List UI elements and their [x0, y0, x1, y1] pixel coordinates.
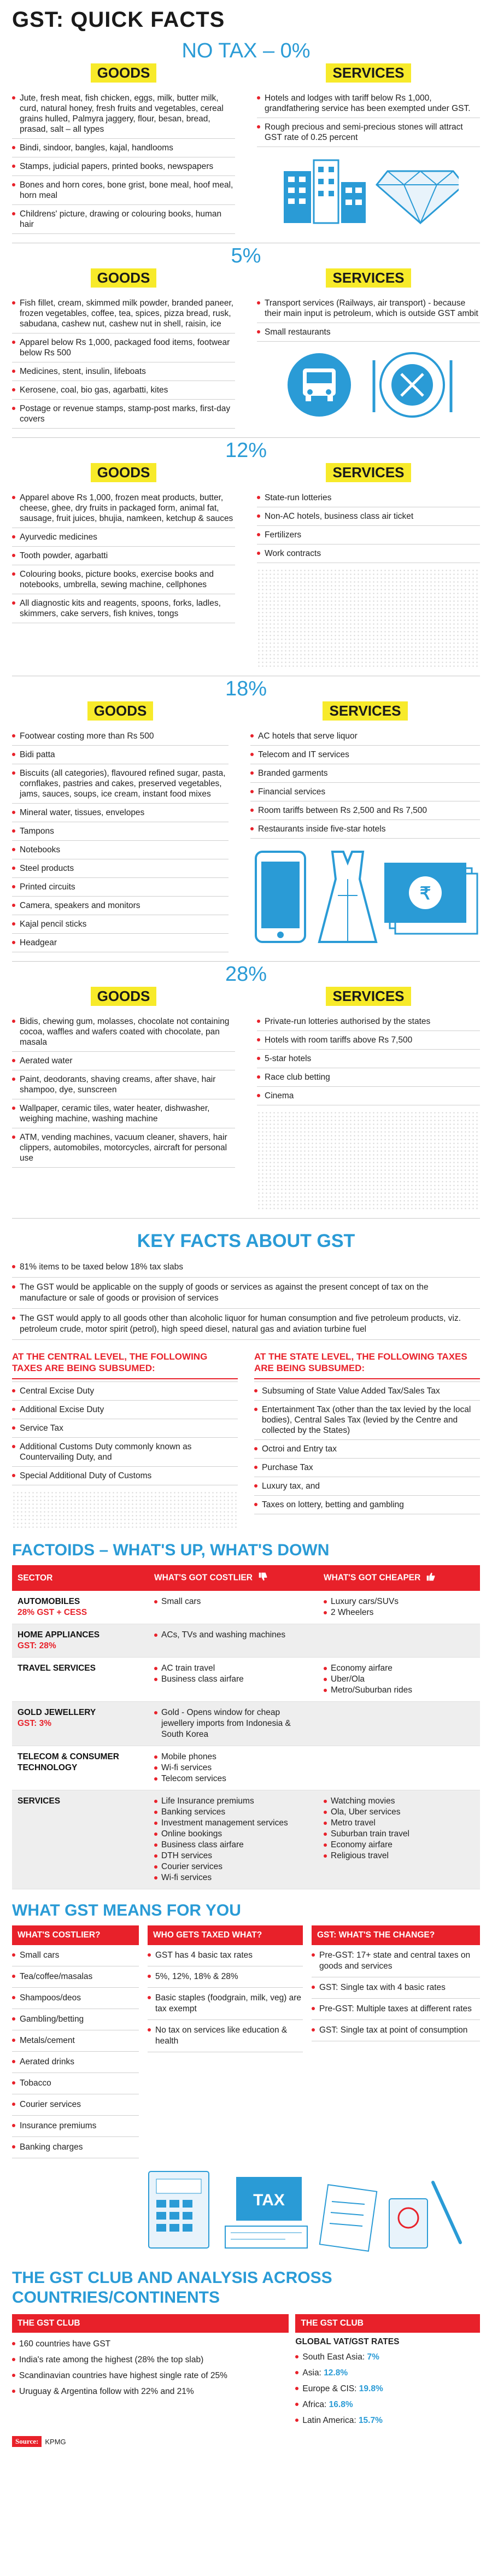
costlier-list-item: Insurance premiums [12, 2116, 139, 2137]
goods-item: Apparel below Rs 1,000, packaged food items, footwear below Rs 500 [12, 333, 235, 362]
slab-body [12, 987, 480, 1209]
sector-cell [12, 1624, 149, 1658]
goods-heading [12, 268, 235, 288]
table-row [12, 1591, 480, 1624]
rate-value: 15.7% [358, 2416, 383, 2425]
services-item: Transport services (Railways, air transport) - because their main input is petroleum, which is outside GST ambit [257, 294, 480, 323]
costlier-item: Wi-fi services [154, 1763, 313, 1773]
gst-club-title: THE GST CLUB AND ANALYSIS ACROSS COUNTRIES/CONTINENTS [12, 2269, 332, 2306]
rate-region: Asia: [302, 2368, 321, 2378]
rate-value: 16.8% [329, 2400, 353, 2409]
cheaper-cell [318, 1702, 480, 1746]
costlier-cell [149, 1746, 318, 1790]
services-column [257, 987, 480, 1209]
slab-body [12, 701, 480, 952]
key-facts-list [0, 1257, 492, 1340]
costlier-list-item: Shampoos/deos [12, 1988, 139, 2009]
state-level-heading: AT THE STATE LEVEL, THE FOLLOWING TAXES ARE BEING SUBSUMED: [254, 1351, 480, 1379]
goods-item: Notebooks [12, 841, 229, 859]
costlier-item: Telecom services [154, 1773, 313, 1784]
costlier-item: Banking services [154, 1807, 313, 1818]
goods-column [12, 63, 235, 234]
services-item: Telecom and IT services [250, 746, 480, 764]
cheaper-cell [318, 1746, 480, 1790]
sector-cell [12, 1746, 149, 1790]
costlier-item: Gold - Opens window for cheap jewellery imports from Indonesia & South Korea [154, 1707, 313, 1740]
sector-name: TELECOM & CONSUMER TECHNOLOGY [17, 1752, 119, 1772]
global-rates-heading: GLOBAL VAT/GST RATES [295, 2337, 400, 2346]
goods-item: Medicines, stent, insulin, lifeboats [12, 362, 235, 381]
cheaper-item: Uber/Ola [324, 1674, 475, 1685]
services-item: Private-run lotteries authorised by the states [257, 1012, 480, 1031]
buildings-and-diamond-icon [278, 155, 459, 226]
services-item: Hotels with room tariffs above Rs 7,500 [257, 1031, 480, 1050]
change-list-item: Pre-GST: 17+ state and central taxes on goods and services [312, 1945, 480, 1977]
club-item: India's rate among the highest (28% the top slab) [12, 2352, 289, 2368]
costlier-cell [149, 1702, 318, 1746]
goods-item: Fish fillet, cream, skimmed milk powder, branded paneer, frozen vegetables, coffee, tea, spices, pizza bread, rusk, sabudana, cashew nut, cashew nut in shell, raisin, ice [12, 294, 235, 333]
goods-item: Kajal pencil sticks [12, 915, 229, 934]
costlier-column [12, 1925, 143, 2158]
goods-item: Stamps, judicial papers, printed books, newspapers [12, 157, 235, 176]
costlier-list-item: Banking charges [12, 2137, 139, 2158]
source-value: KPMG [45, 2437, 66, 2446]
goods-item: Apparel above Rs 1,000, frozen meat products, butter, cheese, ghee, dry fruits in packaged form, animal fat, sausage, fruit juices, bhujia, namkeen, ketchup & sauces [12, 489, 235, 528]
costlier-list-item: Tea/coffee/masalas [12, 1966, 139, 1988]
factoids-section [0, 1529, 492, 1889]
goods-label: GOODS [91, 463, 157, 482]
central-tax-item: Additional Customs Duty commonly known as Countervailing Duty, and [12, 1438, 238, 1467]
services-heading [250, 701, 480, 721]
state-tax-item: Octroi and Entry tax [254, 1440, 480, 1459]
key-fact-item: The GST would be applicable on the supply of goods or services as against the present concept of tax on the manufacture or sale of goods or provision of services [12, 1278, 480, 1309]
costlier-list-item: Aerated drinks [12, 2052, 139, 2073]
tax-slabs [0, 38, 492, 1219]
gst-club-right [295, 2314, 480, 2428]
slab-illustration [257, 349, 480, 420]
central-level [12, 1351, 238, 1529]
services-heading [257, 63, 480, 83]
rate-row [295, 2381, 480, 2397]
services-item: Race club betting [257, 1068, 480, 1087]
state-tax-item: Subsuming of State Value Added Tax/Sales Tax [254, 1381, 480, 1401]
goods-item: Wallpaper, ceramic tiles, water heater, dishwasher, weighing machine, washing machine [12, 1099, 235, 1128]
goods-item: Bidi patta [12, 746, 229, 764]
goods-item: Jute, fresh meat, fish chicken, eggs, milk, butter milk, curd, natural honey, fresh fruits and vegetables, cereal grains hulled, Palmyra jaggery, flour, besan, bread, prasad, salt – all types [12, 89, 235, 139]
sector-rate: 28% GST + CESS [17, 1608, 87, 1617]
goods-item: Bones and horn cores, bone grist, bone meal, hoof meal, horn meal [12, 176, 235, 205]
taxed-list-item: GST has 4 basic tax rates [148, 1945, 303, 1966]
costlier-item: ACs, TVs and washing machines [154, 1630, 313, 1641]
services-label: SERVICES [326, 63, 411, 83]
svg-text:₹: ₹ [419, 883, 431, 903]
costlier-item: DTH services [154, 1851, 313, 1861]
tax-slab [0, 676, 492, 952]
slab-rate: 5% [231, 244, 261, 267]
change-list-item: Pre-GST: Multiple taxes at different rates [312, 1999, 480, 2020]
state-tax-item: Entertainment Tax (other than the tax levied by the local bodies), Central Sales Tax (levied by the Centre and collected by the States) [254, 1401, 480, 1440]
costlier-list-item: Courier services [12, 2094, 139, 2116]
sector-cell [12, 1591, 149, 1624]
costlier-cell [149, 1591, 318, 1624]
thumbs-down-icon [257, 1571, 269, 1585]
goods-item: Mineral water, tissues, envelopes [12, 804, 229, 822]
central-tax-item: Central Excise Duty [12, 1381, 238, 1401]
services-item: Restaurants inside five-star hotels [250, 820, 480, 839]
services-item: Rough precious and semi-precious stones will attract GST rate of 0.25 percent [257, 118, 480, 147]
costlier-item: AC train travel [154, 1663, 313, 1674]
goods-label: GOODS [91, 63, 157, 83]
goods-item: Tampons [12, 822, 229, 841]
services-item: AC hotels that serve liquor [250, 727, 480, 746]
services-label: SERVICES [326, 268, 411, 288]
slab-rate: 12% [225, 439, 267, 462]
goods-heading [12, 463, 235, 482]
slab-body [12, 63, 480, 234]
sector-cell [12, 1790, 149, 1889]
cheaper-cell [318, 1624, 480, 1658]
services-heading [257, 268, 480, 288]
central-tax-item: Additional Excise Duty [12, 1401, 238, 1419]
tax-illustration [143, 2161, 468, 2256]
costlier-item: Courier services [154, 1861, 313, 1872]
goods-column [12, 987, 235, 1209]
costlier-list-item: Gambling/betting [12, 2009, 139, 2030]
costlier-cell [149, 1790, 318, 1889]
change-list-item: GST: Single tax with 4 basic rates [312, 1977, 480, 1999]
costlier-item: Wi-fi services [154, 1872, 313, 1883]
rate-value: 7% [367, 2352, 379, 2362]
bus-and-plate-icon [278, 349, 459, 420]
club-item: Scandinavian countries have highest single rate of 25% [12, 2368, 289, 2384]
sector-name: GOLD JEWELLERY [17, 1708, 96, 1717]
sector-rate: GST: 3% [17, 1719, 52, 1728]
goods-item: Postage or revenue stamps, stamp-post marks, first-day covers [12, 400, 235, 429]
header-cheaper: WHAT'S GOT CHEAPER [318, 1565, 480, 1591]
taxed-list-item: 5%, 12%, 18% & 28% [148, 1966, 303, 1988]
gst-club-right-heading: THE GST CLUB [295, 2314, 480, 2333]
table-row [12, 1658, 480, 1702]
sector-name: AUTOMOBILES [17, 1597, 80, 1606]
rate-value: 12.8% [324, 2368, 348, 2378]
key-fact-item: The GST would apply to all goods other than alcoholic liquor for human consumption and five petroleum products, viz. petroleum crude, motor spirit (petrol), high speed diesel, natural gas and aviation turbine fuel [12, 1309, 480, 1340]
key-facts-section [0, 1219, 492, 1529]
goods-label: GOODS [87, 701, 154, 721]
header-costlier: WHAT'S GOT COSTLIER [149, 1565, 318, 1591]
services-item: State-run lotteries [257, 489, 480, 507]
services-column [257, 463, 480, 667]
goods-item: Kerosene, coal, bio gas, agarbatti, kites [12, 381, 235, 400]
cheaper-item: Luxury cars/SUVs [324, 1596, 475, 1607]
costlier-item: Business class airfare [154, 1674, 313, 1685]
dotted-panel [257, 1111, 480, 1209]
change-heading: GST: WHAT'S THE CHANGE? [312, 1925, 480, 1945]
gst-club-section [0, 2256, 492, 2447]
rate-row [295, 2397, 480, 2413]
table-row [12, 1746, 480, 1790]
header-sector: SECTOR [12, 1565, 149, 1591]
costlier-item: Online bookings [154, 1829, 313, 1840]
source-label: Source: [12, 2436, 42, 2447]
tax-slab [0, 243, 492, 429]
cheaper-cell [318, 1790, 480, 1889]
services-item: Fertilizers [257, 526, 480, 545]
goods-heading [12, 987, 235, 1006]
taxed-list-item: No tax on services like education & health [148, 2020, 303, 2052]
costlier-item: Business class airfare [154, 1840, 313, 1851]
thumbs-up-icon [425, 1571, 437, 1585]
services-label: SERVICES [326, 463, 411, 482]
goods-item: Colouring books, picture books, exercise books and notebooks, umbrella, sewing machine, cellphones [12, 565, 235, 594]
costlier-item: Small cars [154, 1596, 313, 1607]
services-item: Branded garments [250, 764, 480, 783]
services-item: Cinema [257, 1087, 480, 1105]
costlier-item: Life Insurance premiums [154, 1796, 313, 1807]
key-fact-item: 81% items to be taxed below 18% tax slabs [12, 1257, 480, 1278]
services-item: 5-star hotels [257, 1050, 480, 1068]
table-row [12, 1790, 480, 1889]
cheaper-cell [318, 1658, 480, 1702]
goods-heading [12, 701, 229, 721]
cheaper-item: Suburban train travel [324, 1829, 475, 1840]
slab-rate: 18% [225, 677, 267, 700]
central-tax-item: Service Tax [12, 1419, 238, 1438]
sector-name: TRAVEL SERVICES [17, 1664, 96, 1673]
goods-item: Biscuits (all categories), flavoured refined sugar, pasta, cornflakes, pastries and cakes, preserved vegetables, jams, sauces, soups, ice cream, instant food mixes [12, 764, 229, 804]
services-item: Financial services [250, 783, 480, 801]
goods-item: Aerated water [12, 1052, 235, 1070]
rate-row [295, 2413, 480, 2428]
costlier-item: Mobile phones [154, 1752, 313, 1763]
gst-means-title: WHAT GST MEANS FOR YOU [12, 1901, 241, 1919]
goods-column [12, 701, 229, 952]
slab-body [12, 463, 480, 667]
state-tax-item: Luxury tax, and [254, 1477, 480, 1496]
services-item: Room tariffs between Rs 2,500 and Rs 7,500 [250, 801, 480, 820]
club-item: Uruguay & Argentina follow with 22% and 21% [12, 2384, 289, 2399]
state-tax-item: Taxes on lottery, betting and gambling [254, 1496, 480, 1514]
services-item: Small restaurants [257, 323, 480, 342]
goods-item: Paint, deodorants, shaving creams, after shave, hair shampoo, dye, sunscreen [12, 1070, 235, 1099]
costlier-list-item: Metals/cement [12, 2030, 139, 2052]
tax-slab [0, 438, 492, 667]
costlier-cell [149, 1624, 318, 1658]
services-column [250, 701, 480, 952]
rate-value: 19.8% [359, 2384, 383, 2393]
gst-means-section [0, 1889, 492, 2256]
goods-label: GOODS [91, 268, 157, 288]
tax-slab [0, 38, 492, 234]
tax-slab [0, 962, 492, 1209]
sector-name: SERVICES [17, 1796, 61, 1806]
rate-region: Latin America: [302, 2416, 356, 2425]
phone-dress-cash-icon [250, 846, 480, 945]
goods-item: Bidis, chewing gum, molasses, chocolate not containing cocoa, waffles and wafers coated with chocolate, pan masala [12, 1012, 235, 1052]
goods-column [12, 463, 235, 667]
goods-item: Steel products [12, 859, 229, 878]
goods-item: Tooth powder, agarbatti [12, 547, 235, 565]
services-heading [257, 463, 480, 482]
rate-region: South East Asia: [302, 2352, 365, 2362]
goods-label: GOODS [91, 987, 157, 1006]
table-row [12, 1624, 480, 1658]
services-column [257, 268, 480, 429]
sector-cell [12, 1702, 149, 1746]
key-facts-title: KEY FACTS ABOUT GST [137, 1231, 355, 1251]
state-tax-item: Purchase Tax [254, 1459, 480, 1477]
goods-heading [12, 63, 235, 83]
services-item: Work contracts [257, 545, 480, 563]
source-credit [12, 2436, 480, 2447]
state-level [254, 1351, 480, 1529]
costlier-item: Investment management services [154, 1818, 313, 1829]
goods-item: Camera, speakers and monitors [12, 897, 229, 915]
services-label: SERVICES [326, 987, 411, 1006]
factoids-title: FACTOIDS – WHAT'S UP, WHAT'S DOWN [12, 1541, 330, 1559]
taxed-heading: WHO GETS TAXED WHAT? [148, 1925, 303, 1945]
table-row [12, 1702, 480, 1746]
tax-label: TAX [253, 2191, 285, 2209]
taxed-list-item: Basic staples (foodgrain, milk, veg) are tax exempt [148, 1988, 303, 2020]
central-level-heading: AT THE CENTRAL LEVEL, THE FOLLOWING TAXES ARE BEING SUBSUMED: [12, 1351, 238, 1379]
goods-item: Footwear costing more than Rs 500 [12, 727, 229, 746]
change-list-item: GST: Single tax at point of consumption [312, 2020, 480, 2041]
cheaper-cell [318, 1591, 480, 1624]
dotted-panel [257, 569, 480, 667]
cheaper-item: Religious travel [324, 1851, 475, 1861]
goods-column [12, 268, 235, 429]
services-item: Hotels and lodges with tariff below Rs 1,000, grandfathering service has been exempted under GST. [257, 89, 480, 118]
goods-item: ATM, vending machines, vacuum cleaner, shavers, hair clippers, automobiles, motorcycles, aircraft for personal use [12, 1128, 235, 1168]
slab-rate: NO TAX – 0% [181, 39, 311, 62]
costlier-list-item: Tobacco [12, 2073, 139, 2094]
cheaper-item: Watching movies [324, 1796, 475, 1807]
gst-club-left-heading: THE GST CLUB [12, 2314, 289, 2333]
services-label: SERVICES [323, 701, 407, 721]
services-item: Non-AC hotels, business class air ticket [257, 507, 480, 526]
rate-region: Africa: [302, 2400, 327, 2409]
cheaper-item: Ola, Uber services [324, 1807, 475, 1818]
costlier-heading: WHAT'S COSTLIER? [12, 1925, 139, 1945]
slab-rate: 28% [225, 963, 267, 986]
costlier-list-item: Small cars [12, 1945, 139, 1966]
cheaper-item: Economy airfare [324, 1840, 475, 1851]
services-column [257, 63, 480, 234]
goods-item: Childrens' picture, drawing or colouring books, human hair [12, 205, 235, 234]
goods-item: All diagnostic kits and reagents, spoons, forks, ladles, skimmers, cake servers, fish knives, tongs [12, 594, 235, 623]
costlier-cell [149, 1658, 318, 1702]
factoids-table [12, 1565, 480, 1889]
slab-illustration [257, 155, 480, 226]
rate-row [295, 2349, 480, 2365]
goods-item: Printed circuits [12, 878, 229, 897]
services-heading [257, 987, 480, 1006]
slab-illustration [250, 846, 480, 945]
taxed-column [143, 1925, 307, 2158]
cheaper-item: 2 Wheelers [324, 1607, 475, 1618]
goods-item: Ayurvedic medicines [12, 528, 235, 547]
gst-club-left [12, 2314, 289, 2428]
goods-item: Bindi, sindoor, bangles, kajal, handlooms [12, 139, 235, 157]
rate-region: Europe & CIS: [302, 2384, 357, 2393]
sector-cell [12, 1658, 149, 1702]
sector-name: HOME APPLIANCES [17, 1630, 100, 1640]
cheaper-item: Economy airfare [324, 1663, 475, 1674]
central-tax-item: Special Additional Duty of Customs [12, 1467, 238, 1485]
club-item: 160 countries have GST [12, 2336, 289, 2352]
sector-rate: GST: 28% [17, 1641, 56, 1650]
rate-row [295, 2365, 480, 2381]
page-title: GST: QUICK FACTS [12, 8, 225, 32]
goods-item: Headgear [12, 934, 229, 952]
cheaper-item: Metro travel [324, 1818, 475, 1829]
slab-body [12, 268, 480, 429]
change-column [307, 1925, 480, 2158]
cheaper-item: Metro/Suburban rides [324, 1685, 475, 1696]
dotted-panel [12, 1491, 238, 1529]
